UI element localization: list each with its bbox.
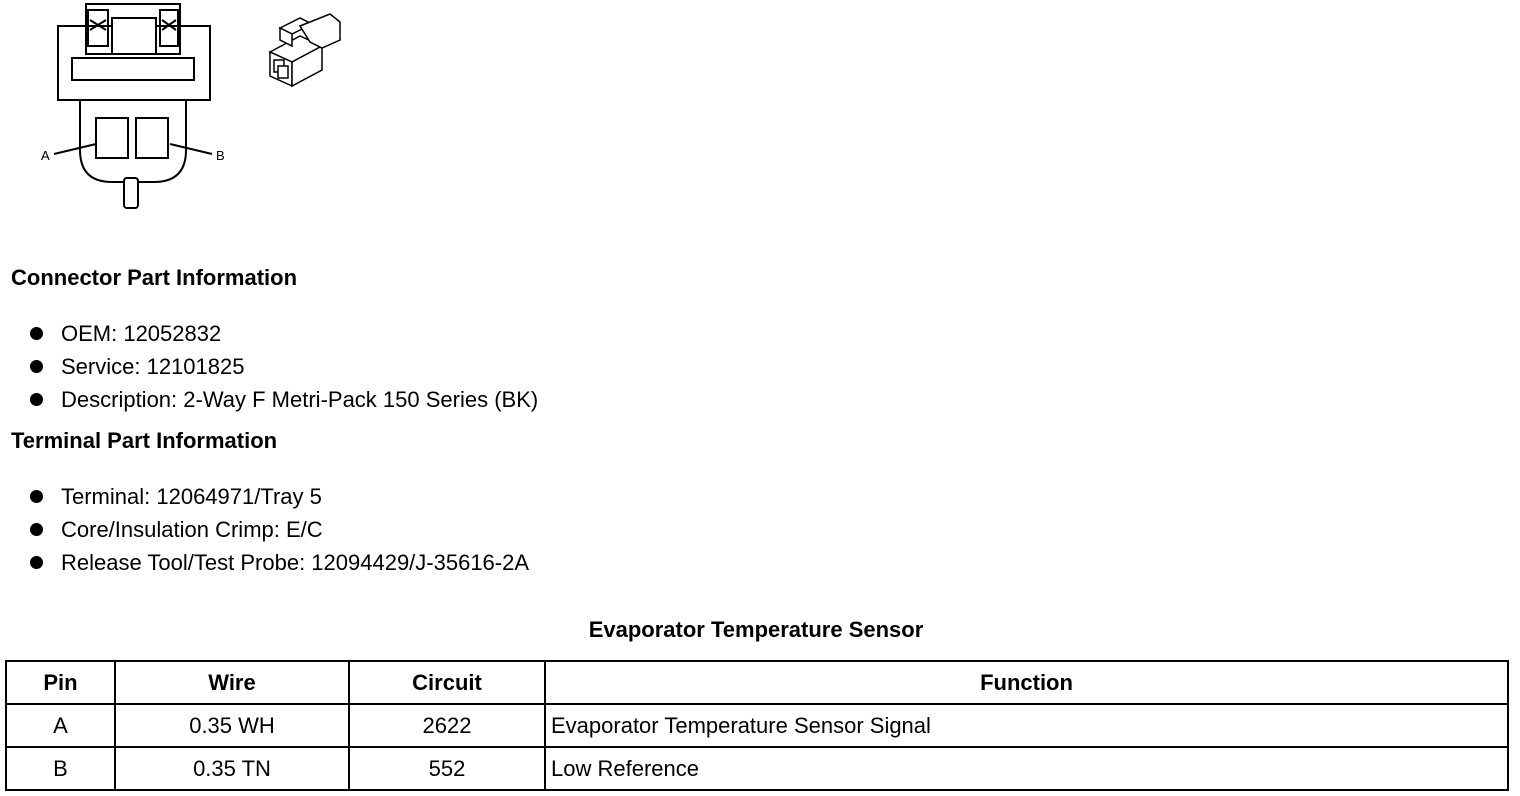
cell-pin: B xyxy=(6,747,115,790)
cell-function: Evaporator Temperature Sensor Signal xyxy=(545,704,1508,747)
table-row xyxy=(6,747,1508,790)
cell-circuit: 2622 xyxy=(349,704,545,747)
list-item xyxy=(0,513,529,546)
terminal-part-info-heading: Terminal Part Information xyxy=(11,428,278,453)
cell-wire: 0.35 TN xyxy=(115,747,349,790)
connector-diagram xyxy=(0,0,360,230)
bullet-icon xyxy=(30,523,43,536)
service-part-number: Service: 12101825 xyxy=(61,354,245,379)
connector-face-view xyxy=(54,4,212,208)
list-item xyxy=(0,383,538,416)
bullet-icon xyxy=(30,360,43,373)
cell-circuit: 552 xyxy=(349,747,545,790)
list-item xyxy=(0,480,529,513)
header-wire: Wire xyxy=(115,661,349,704)
pinout-table-title: Evaporator Temperature Sensor xyxy=(588,617,924,642)
bullet-icon xyxy=(30,327,43,340)
pin-b-label: B xyxy=(216,148,225,163)
cell-wire: 0.35 WH xyxy=(115,704,349,747)
bullet-icon xyxy=(30,490,43,503)
table-header-row xyxy=(6,661,1508,704)
cell-pin: A xyxy=(6,704,115,747)
list-item xyxy=(0,350,538,383)
release-tool: Release Tool/Test Probe: 12094429/J-35616-2A xyxy=(61,550,530,575)
header-function: Function xyxy=(545,661,1508,704)
oem-part-number: OEM: 12052832 xyxy=(61,321,222,346)
list-item xyxy=(0,546,529,579)
pinout-table xyxy=(5,660,1509,791)
connector-part-info-list xyxy=(0,317,538,416)
connector-isometric-view xyxy=(270,14,340,86)
terminal-part-number: Terminal: 12064971/Tray 5 xyxy=(61,484,322,509)
table-row xyxy=(6,704,1508,747)
terminal-part-info-list xyxy=(0,480,529,579)
connector-part-info-heading: Connector Part Information xyxy=(11,265,298,290)
header-pin: Pin xyxy=(6,661,115,704)
list-item xyxy=(0,317,538,350)
pin-a-label: A xyxy=(41,148,50,163)
crimp-type: Core/Insulation Crimp: E/C xyxy=(61,517,323,542)
cell-function: Low Reference xyxy=(545,747,1508,790)
bullet-icon xyxy=(30,556,43,569)
bullet-icon xyxy=(30,393,43,406)
header-circuit: Circuit xyxy=(349,661,545,704)
connector-description: Description: 2-Way F Metri-Pack 150 Series (BK) xyxy=(61,387,539,412)
